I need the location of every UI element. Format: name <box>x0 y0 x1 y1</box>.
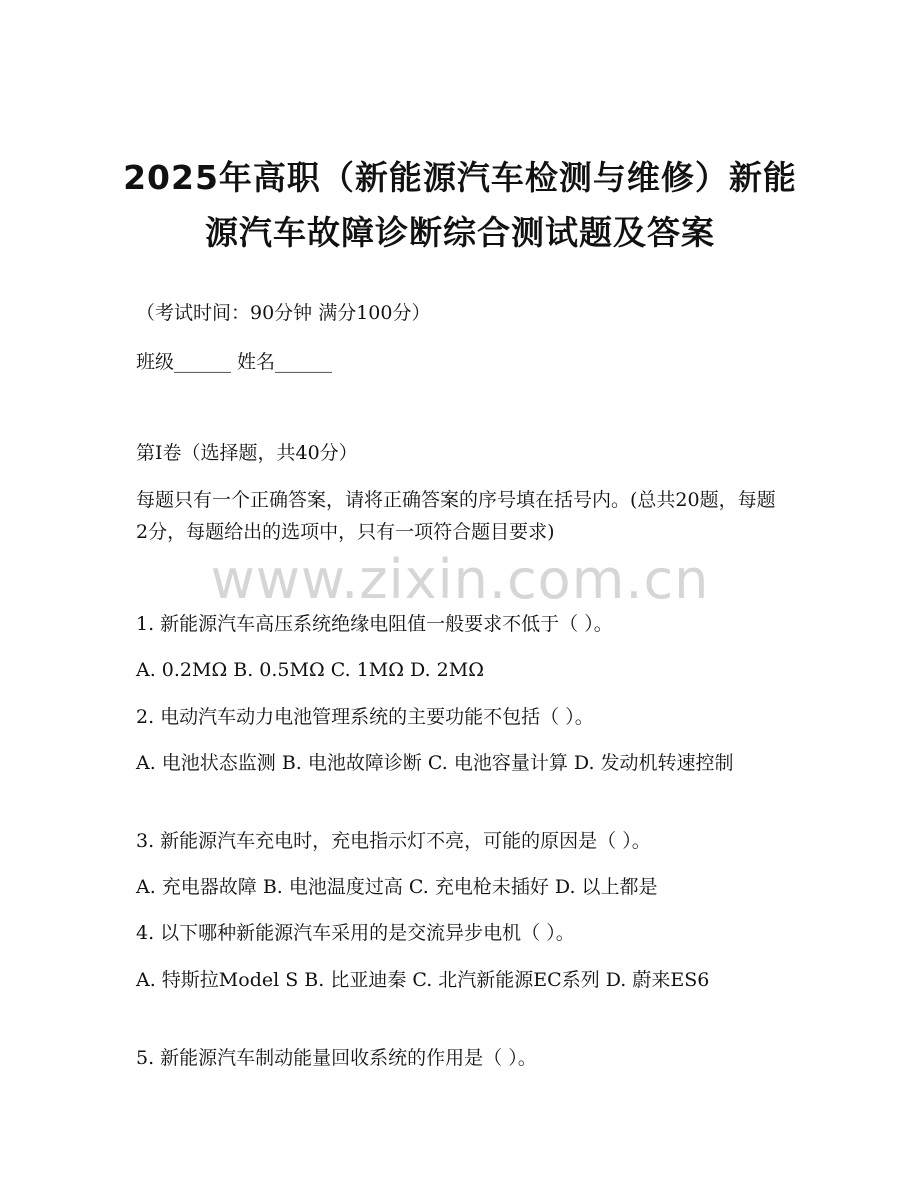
question-2-options: A. 电池状态监测 B. 电池故障诊断 C. 电池容量计算 D. 发动机转速控制 <box>136 752 734 774</box>
section-heading: 第Ⅰ卷（选择题，共40分） <box>136 442 358 464</box>
title-line-1: 2025年高职（新能源汽车检测与维修）新能 <box>123 158 797 197</box>
question-1-stem: 1. 新能源汽车高压系统绝缘电阻值一般要求不低于（ ）。 <box>136 613 613 635</box>
exam-info: （考试时间：90分钟 满分100分） <box>136 302 431 324</box>
question-1-options: A. 0.2MΩ B. 0.5MΩ C. 1MΩ D. 2MΩ <box>136 659 484 681</box>
title-line-2: 源汽车故障诊断综合测试题及答案 <box>205 213 715 252</box>
question-3-stem: 3. 新能源汽车充电时，充电指示灯不亮，可能的原因是（ ）。 <box>136 830 651 852</box>
question-3-options: A. 充电器故障 B. 电池温度过高 C. 充电枪未插好 D. 以上都是 <box>136 876 658 898</box>
question-2-stem: 2. 电动汽车动力电池管理系统的主要功能不包括（ ）。 <box>136 706 594 728</box>
document-title <box>60 150 860 260</box>
question-4-options: A. 特斯拉Model S B. 比亚迪秦 C. 北汽新能源EC系列 D. 蔚来ES6 <box>136 969 710 991</box>
watermark: www.zixin.com.cn <box>210 548 710 611</box>
question-4-stem: 4. 以下哪种新能源汽车采用的是交流异步电机（ ）。 <box>136 922 575 944</box>
question-5-stem: 5. 新能源汽车制动能量回收系统的作用是（ ）。 <box>136 1047 537 1069</box>
section-instructions: 每题只有一个正确答案，请将正确答案的序号填在括号内。(总共20题，每题2分，每题给出的选项中，只有一项符合题目要求) <box>136 489 776 543</box>
student-info: 班级______ 姓名______ <box>136 351 333 373</box>
